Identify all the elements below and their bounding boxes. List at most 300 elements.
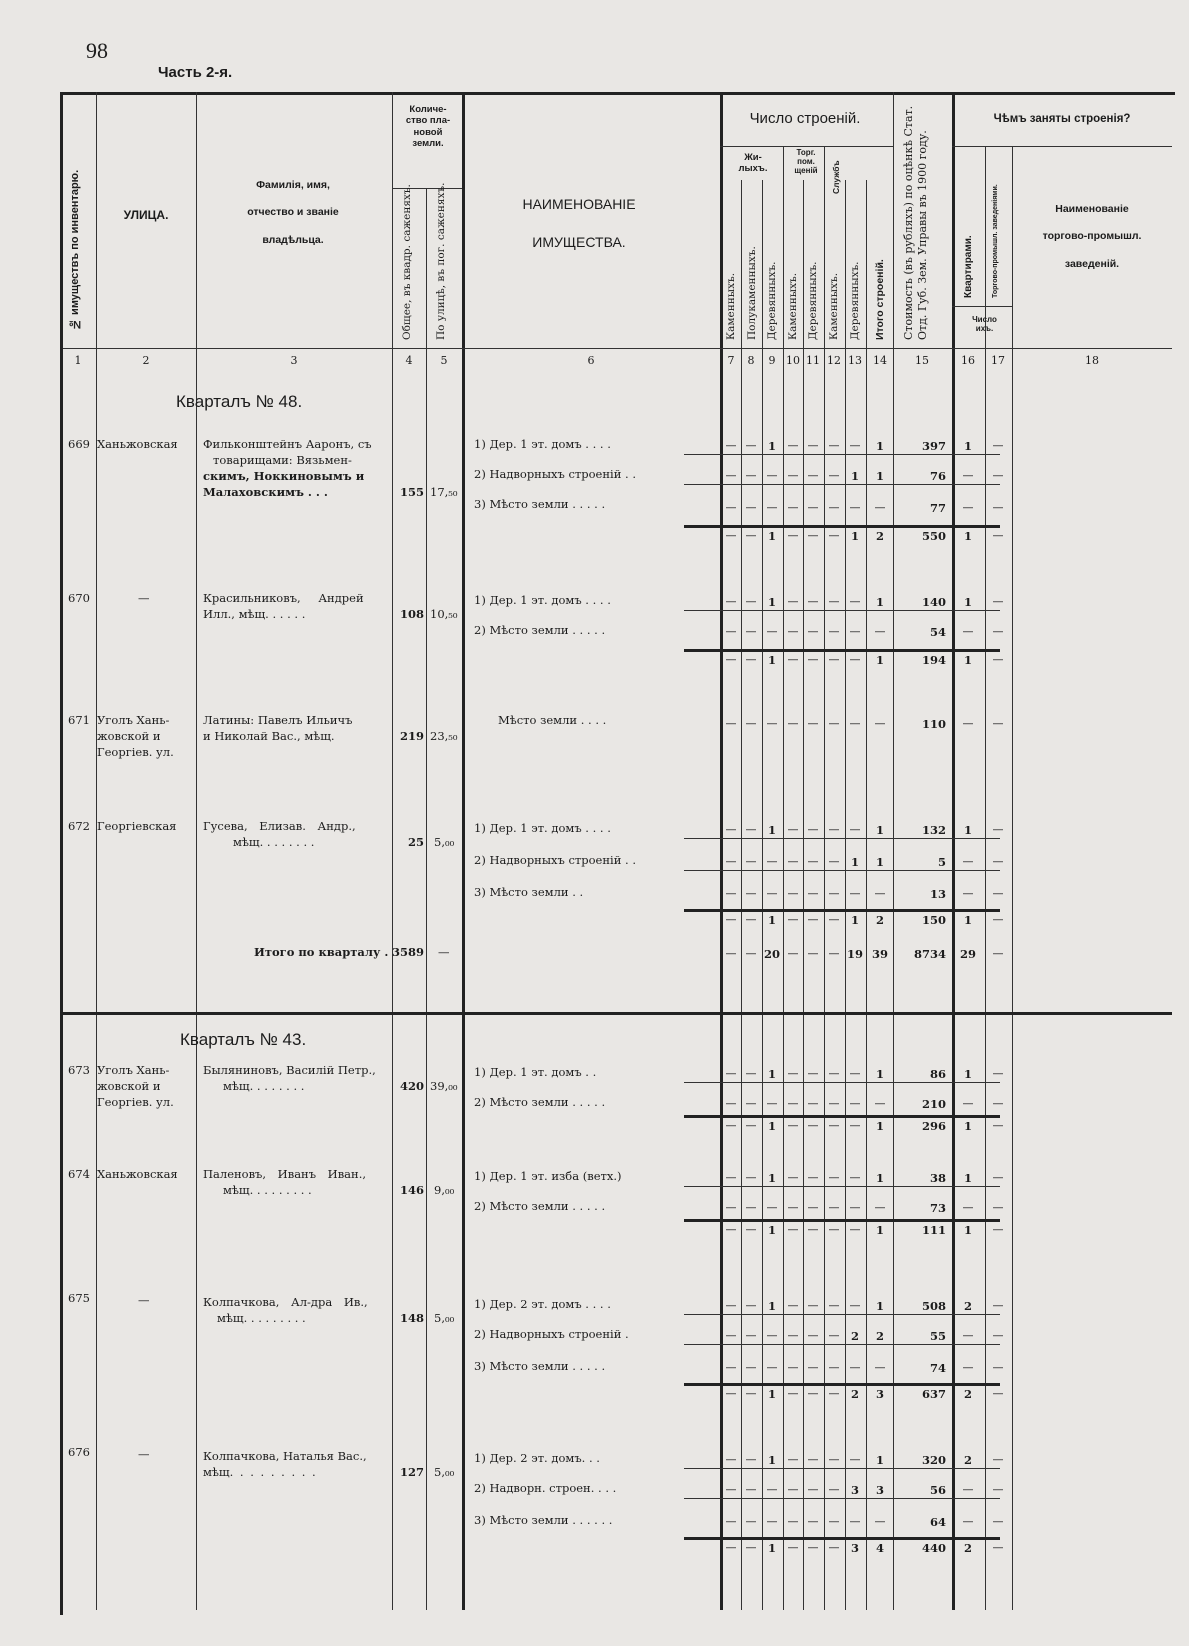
apartments-cell: —	[962, 1097, 974, 1110]
header-col10: Каменныхъ.	[787, 272, 799, 340]
building-count-cell: —	[828, 625, 840, 638]
enterprises-cell: —	[992, 439, 1004, 452]
building-count-cell: —	[807, 947, 819, 960]
building-count-cell: —	[787, 653, 799, 666]
entry-669-owner-line2: товарищами: Вязьмен-	[213, 453, 352, 467]
building-count-cell: —	[807, 1067, 819, 1080]
entry-669-item3: 3) Мѣсто земли . . . . .	[474, 497, 606, 511]
building-count-cell: —	[725, 947, 737, 960]
building-count-cell: 1	[875, 1453, 884, 1467]
building-count-cell: —	[849, 1453, 861, 1466]
building-count-cell: —	[828, 1119, 840, 1132]
header-col8: Полукаменныхъ.	[746, 246, 758, 340]
entry-672-owner	[203, 818, 356, 850]
building-count-cell: —	[787, 947, 799, 960]
enterprises-cell: —	[992, 1483, 1004, 1496]
sum-rule	[684, 1186, 1000, 1187]
building-count-cell: —	[725, 1119, 737, 1132]
entry-671-item1: Мѣсто земли . . . .	[498, 713, 607, 727]
building-count-cell: —	[828, 1201, 840, 1214]
apartments-cell: —	[962, 625, 974, 638]
column-number: 3	[290, 354, 298, 367]
building-count-cell: —	[745, 1299, 757, 1312]
header-property-line1: НАИМЕНОВАНІЕ	[522, 196, 636, 212]
column-rule-property	[462, 92, 465, 1610]
entry-676-number: 676	[68, 1445, 90, 1459]
column-number: 17	[991, 354, 1005, 367]
building-count-cell: —	[766, 625, 778, 638]
entry-673-number: 673	[68, 1063, 90, 1077]
entry-669-owner	[203, 436, 372, 500]
header-count	[957, 316, 1012, 334]
building-count-cell: 1	[875, 1299, 884, 1313]
enterprises-cell: —	[992, 1515, 1004, 1528]
apartments-cell: —	[962, 1361, 974, 1374]
page-number: 98	[86, 38, 108, 63]
apartments-cell: —	[962, 1329, 974, 1342]
building-count-cell: 4	[875, 1541, 884, 1555]
entry-671-front: 23,₅₀	[430, 729, 458, 743]
apartments-cell: —	[962, 501, 974, 514]
apartments-cell: 1	[963, 1171, 972, 1185]
header-enterprise-name	[1014, 196, 1170, 278]
value-cell: 77	[929, 501, 946, 515]
value-cell: 637	[921, 1387, 946, 1401]
building-count-cell: —	[828, 717, 840, 730]
building-count-cell: —	[725, 1387, 737, 1400]
entry-669-owner-line3: скимъ, Ноккиновымъ и	[203, 469, 365, 483]
building-count-cell: —	[745, 887, 757, 900]
building-count-cell: 1	[875, 1171, 884, 1185]
apartments-cell: —	[962, 1515, 974, 1528]
value-cell: 150	[921, 913, 946, 927]
apartments-cell: 1	[963, 913, 972, 927]
entry-669-front: 17,₅₀	[430, 485, 458, 499]
column-number: 7	[727, 354, 735, 367]
entry-675-owner-line2: мѣщ. . . . . . . . .	[217, 1311, 306, 1325]
entry-669-street: Ханьжовская	[97, 437, 178, 451]
building-count-cell: —	[874, 625, 886, 638]
building-count-cell: —	[745, 1361, 757, 1374]
building-count-cell: —	[874, 1361, 886, 1374]
building-count-cell: 2	[875, 529, 884, 543]
value-cell: 13	[929, 887, 946, 901]
column-number: 14	[873, 354, 887, 367]
building-count-cell: —	[828, 439, 840, 452]
quarter-48-total-front: —	[438, 945, 450, 959]
entry-670-owner	[203, 590, 364, 622]
building-count-cell: —	[725, 1299, 737, 1312]
entry-676-item3: 3) Мѣсто земли . . . . . .	[474, 1513, 613, 1527]
building-count-cell: —	[787, 1453, 799, 1466]
enterprises-cell: —	[992, 1097, 1004, 1110]
building-count-cell: —	[725, 1171, 737, 1184]
building-count-cell: —	[745, 947, 757, 960]
building-count-cell: —	[787, 1223, 799, 1236]
building-count-cell: 2	[875, 1329, 884, 1343]
building-count-cell: —	[787, 625, 799, 638]
building-count-cell: —	[807, 1119, 819, 1132]
building-count-cell: 20	[763, 947, 780, 961]
enterprises-cell: —	[992, 501, 1004, 514]
building-count-cell: —	[745, 1171, 757, 1184]
header-trade-line2: пом.	[797, 156, 815, 166]
value-cell: 64	[929, 1515, 946, 1529]
entry-672-owner-line2: мѣщ. . . . . . . .	[233, 835, 315, 849]
building-count-cell: —	[745, 1119, 757, 1132]
building-count-cell: —	[828, 823, 840, 836]
column-number: 6	[587, 354, 595, 367]
value-cell: 56	[929, 1483, 946, 1497]
entry-673-street-line2: жовской и	[97, 1079, 161, 1093]
entry-675-street: —	[138, 1293, 150, 1307]
entry-676-item2: 2) Надворн. строен. . . .	[474, 1481, 617, 1495]
building-count-cell: —	[787, 717, 799, 730]
building-count-cell: —	[725, 501, 737, 514]
column-number: 16	[961, 354, 975, 367]
column-rule-area	[392, 92, 393, 1610]
building-count-cell: —	[874, 717, 886, 730]
value-cell: 55	[929, 1329, 946, 1343]
building-count-cell: —	[828, 1483, 840, 1496]
building-count-cell: 1	[767, 653, 776, 667]
entry-676-owner-line2: мѣщ. . . . . . . . .	[203, 1465, 316, 1479]
building-count-cell: —	[787, 1067, 799, 1080]
building-count-cell: —	[787, 887, 799, 900]
building-count-cell: —	[787, 529, 799, 542]
value-cell: 397	[921, 439, 946, 453]
enterprises-cell: —	[992, 1171, 1004, 1184]
value-cell: 132	[921, 823, 946, 837]
entry-675-item2: 2) Надворныхъ строеній .	[474, 1327, 629, 1341]
building-count-cell: 1	[767, 1299, 776, 1313]
building-count-cell: —	[787, 1483, 799, 1496]
header-enterprise-line3: заведеній.	[1064, 257, 1120, 270]
entry-673-owner	[203, 1062, 376, 1094]
building-count-cell: —	[725, 1097, 737, 1110]
header-area-total: Общее, въ квадр. саженяхъ.	[401, 184, 413, 340]
header-rule-occupied	[952, 146, 1172, 147]
building-count-cell: 1	[875, 1067, 884, 1081]
building-count-cell: —	[725, 913, 737, 926]
building-count-cell: —	[787, 1361, 799, 1374]
entry-669-area: 155	[400, 485, 425, 499]
building-count-cell: —	[849, 1515, 861, 1528]
entry-676-area: 127	[400, 1465, 425, 1479]
building-count-cell: —	[807, 887, 819, 900]
enterprises-cell: —	[992, 823, 1004, 836]
enterprises-cell: —	[992, 1453, 1004, 1466]
entry-673-front: 39,₀₀	[430, 1079, 458, 1093]
entry-669-owner-line4: Малаховскимъ . . .	[203, 485, 328, 499]
building-count-cell: 1	[875, 439, 884, 453]
value-cell: 296	[921, 1119, 946, 1133]
building-count-cell: —	[828, 1171, 840, 1184]
header-land-line1: Количе-	[409, 104, 447, 115]
building-count-cell: —	[766, 1361, 778, 1374]
building-count-cell: 1	[767, 1223, 776, 1237]
entry-674-front: 9,₀₀	[434, 1183, 455, 1197]
building-count-cell: —	[787, 1171, 799, 1184]
header-rule-buildings	[720, 146, 893, 147]
entry-672-area: 25	[407, 835, 424, 849]
entry-669-item2: 2) Надворныхъ строеній . .	[474, 467, 636, 481]
building-count-cell: —	[766, 1483, 778, 1496]
quarter-48-title: Кварталъ № 48.	[176, 392, 303, 411]
column-number: 13	[848, 354, 862, 367]
header-rule-count	[952, 306, 1012, 307]
building-count-cell: —	[874, 501, 886, 514]
entry-673-item1: 1) Дер. 1 эт. домъ . .	[474, 1065, 597, 1079]
header-land-line3: новой	[413, 126, 443, 138]
entry-676-item1: 1) Дер. 2 эт. домъ. . .	[474, 1451, 600, 1465]
building-count-cell: —	[787, 1201, 799, 1214]
entry-672-front: 5,₀₀	[434, 835, 455, 849]
building-count-cell: —	[849, 439, 861, 452]
sum-rule	[684, 1344, 1000, 1345]
enterprises-cell: —	[992, 529, 1004, 542]
enterprises-cell: —	[992, 1201, 1004, 1214]
building-count-cell: —	[807, 717, 819, 730]
building-count-cell: —	[807, 1097, 819, 1110]
column-number: 4	[405, 354, 413, 367]
building-count-cell: —	[787, 1097, 799, 1110]
building-count-cell: —	[787, 855, 799, 868]
building-count-cell: —	[807, 1171, 819, 1184]
building-count-cell: —	[745, 1453, 757, 1466]
entry-675-owner-line1: Колпачкова, Ал-дра Ив.,	[203, 1295, 368, 1309]
entry-672-item1: 1) Дер. 1 эт. домъ . . . .	[474, 821, 611, 835]
sum-rule	[684, 454, 1000, 455]
enterprises-cell: —	[992, 717, 1004, 730]
header-col14: Итого строеній.	[874, 259, 886, 340]
enterprises-cell: —	[992, 1223, 1004, 1236]
building-count-cell: —	[766, 887, 778, 900]
part-label: Часть 2-я.	[158, 64, 233, 81]
building-count-cell: —	[745, 439, 757, 452]
building-count-cell: —	[787, 913, 799, 926]
header-count-line2: ихъ.	[975, 323, 994, 333]
entry-670-item2: 2) Мѣсто земли . . . . .	[474, 623, 606, 637]
building-count-cell: —	[725, 823, 737, 836]
header-owner-line3: владѣльца.	[262, 233, 324, 246]
sum-rule	[684, 1468, 1000, 1469]
building-count-cell: 1	[767, 595, 776, 609]
building-count-cell: —	[725, 1201, 737, 1214]
header-bottom-rule	[63, 348, 1172, 349]
building-count-cell: —	[766, 855, 778, 868]
entry-676-owner	[203, 1448, 367, 1480]
entry-675-front: 5,₀₀	[434, 1311, 455, 1325]
building-count-cell: 1	[767, 913, 776, 927]
building-count-cell: 2	[875, 913, 884, 927]
building-count-cell: —	[828, 653, 840, 666]
building-count-cell: 1	[850, 529, 859, 543]
building-count-cell: —	[766, 469, 778, 482]
column-rule-building-sub	[866, 180, 867, 1610]
entry-671-street	[97, 712, 174, 760]
building-count-cell: —	[849, 823, 861, 836]
building-count-cell: 1	[767, 823, 776, 837]
building-count-cell: —	[828, 501, 840, 514]
enterprises-cell: —	[992, 947, 1004, 960]
building-count-cell: —	[766, 1097, 778, 1110]
building-count-cell: —	[807, 1541, 819, 1554]
building-count-cell: —	[828, 1329, 840, 1342]
apartments-cell: —	[962, 1483, 974, 1496]
quarter-43-title: Кварталъ № 43.	[180, 1030, 307, 1049]
entry-671-number: 671	[68, 713, 90, 727]
value-cell: 320	[921, 1453, 946, 1467]
building-count-cell: —	[725, 1223, 737, 1236]
building-count-cell: —	[807, 1201, 819, 1214]
column-number: 2	[142, 354, 150, 367]
building-count-cell: —	[787, 823, 799, 836]
building-count-cell: 1	[875, 855, 884, 869]
apartments-cell: —	[962, 717, 974, 730]
building-count-cell: 1	[875, 595, 884, 609]
building-count-cell: —	[828, 913, 840, 926]
building-count-cell: —	[849, 717, 861, 730]
building-count-cell: —	[766, 717, 778, 730]
header-owner-line1: Фамилія, имя,	[256, 179, 330, 191]
entry-672-number: 672	[68, 819, 90, 833]
building-count-cell: —	[807, 913, 819, 926]
header-count-line1: Число	[972, 315, 997, 324]
building-count-cell: —	[849, 595, 861, 608]
apartments-cell: 29	[959, 947, 976, 961]
building-count-cell: —	[745, 717, 757, 730]
entry-673-owner-line2: мѣщ. . . . . . . .	[223, 1079, 305, 1093]
enterprises-cell: —	[992, 1361, 1004, 1374]
building-count-cell: —	[787, 1119, 799, 1132]
entry-669-number: 669	[68, 437, 90, 451]
building-count-cell: —	[745, 1067, 757, 1080]
header-col17: Торгово-промышл. заведеніями.	[992, 184, 999, 298]
building-count-cell: —	[807, 653, 819, 666]
value-cell: 508	[921, 1299, 946, 1313]
entry-673-street-line1: Уголъ Хань-	[97, 1063, 170, 1077]
value-cell: 38	[929, 1171, 946, 1185]
building-count-cell: —	[807, 1387, 819, 1400]
entry-674-owner	[203, 1166, 366, 1198]
building-count-cell: —	[745, 469, 757, 482]
entry-671-owner	[203, 712, 352, 744]
apartments-cell: 2	[963, 1541, 972, 1555]
building-count-cell: —	[807, 1515, 819, 1528]
building-count-cell: 1	[875, 653, 884, 667]
building-count-cell: —	[745, 1541, 757, 1554]
value-cell: 210	[921, 1097, 946, 1111]
enterprises-cell: —	[992, 625, 1004, 638]
building-count-cell: —	[828, 1097, 840, 1110]
building-count-cell: —	[725, 887, 737, 900]
building-count-cell: —	[828, 947, 840, 960]
entry-675-owner	[203, 1294, 368, 1326]
enterprises-cell: —	[992, 469, 1004, 482]
enterprises-cell: —	[992, 1119, 1004, 1132]
entry-674-item2: 2) Мѣсто земли . . . . .	[474, 1199, 606, 1213]
entry-670-street: —	[138, 591, 150, 605]
entry-669-item1: 1) Дер. 1 эт. домъ . . . .	[474, 437, 611, 451]
quarter-48-total-label: Итого по кварталу .	[254, 945, 389, 959]
header-inventory-number: № имуществъ по инвентарю.	[69, 169, 81, 330]
header-owner-line2: отчество и званіе	[247, 206, 339, 219]
header-property-line2: ИМУЩЕСТВА.	[532, 233, 626, 250]
building-count-cell: —	[787, 469, 799, 482]
building-count-cell: 1	[875, 823, 884, 837]
entry-674-item1: 1) Дер. 1 эт. изба (ветх.)	[474, 1169, 622, 1183]
entry-670-owner-line1: Красильниковъ, Андрей	[203, 591, 364, 605]
header-trade-line1: Торг.	[796, 148, 816, 157]
entry-675-number: 675	[68, 1291, 90, 1305]
enterprises-cell: —	[992, 913, 1004, 926]
value-cell: 5	[937, 855, 946, 869]
header-col11: Деревянныхъ.	[807, 261, 819, 340]
building-count-cell: —	[807, 855, 819, 868]
building-count-cell: —	[725, 1541, 737, 1554]
building-count-cell: —	[849, 625, 861, 638]
entry-672-item2: 2) Надворныхъ строеній . .	[474, 853, 636, 867]
entry-671-street-line3: Георгіев. ул.	[97, 745, 174, 759]
building-count-cell: —	[787, 1387, 799, 1400]
apartments-cell: 2	[963, 1299, 972, 1313]
header-buildings-count: Число строеній.	[749, 110, 861, 127]
building-count-cell: —	[849, 1223, 861, 1236]
header-enterprise-line1: Наименованіе	[1055, 203, 1129, 215]
building-count-cell: —	[745, 855, 757, 868]
building-count-cell: —	[766, 1515, 778, 1528]
header-col9: Деревянныхъ.	[766, 261, 778, 340]
apartments-cell: 1	[963, 1119, 972, 1133]
apartments-cell: 1	[963, 1223, 972, 1237]
building-count-cell: —	[725, 1515, 737, 1528]
building-count-cell: —	[874, 1201, 886, 1214]
building-count-cell: 1	[850, 469, 859, 483]
enterprises-cell: —	[992, 855, 1004, 868]
apartments-cell: 1	[963, 439, 972, 453]
entry-676-owner-line1: Колпачкова, Наталья Вас.,	[203, 1449, 367, 1463]
building-count-cell: —	[849, 1299, 861, 1312]
entry-672-owner-line1: Гусева, Елизав. Андр.,	[203, 819, 356, 833]
header-occupied: Чѣмъ заняты строенія?	[993, 113, 1131, 125]
apartments-cell: —	[962, 469, 974, 482]
building-count-cell: —	[725, 855, 737, 868]
building-count-cell: —	[807, 469, 819, 482]
building-count-cell: —	[745, 1387, 757, 1400]
header-land-line2: ство пла-	[405, 115, 451, 127]
column-rule-front	[426, 188, 427, 1610]
apartments-cell: 1	[963, 653, 972, 667]
enterprises-cell: —	[992, 595, 1004, 608]
header-trade-line3: щеній	[794, 165, 818, 175]
building-count-cell: —	[849, 1119, 861, 1132]
column-number: 8	[747, 354, 755, 367]
building-count-cell: —	[828, 1223, 840, 1236]
building-count-cell: —	[745, 653, 757, 666]
building-count-cell: 39	[871, 947, 888, 961]
building-count-cell: —	[745, 1329, 757, 1342]
building-count-cell: —	[807, 1483, 819, 1496]
building-count-cell: —	[725, 595, 737, 608]
building-count-cell: —	[766, 501, 778, 514]
building-count-cell: —	[828, 1361, 840, 1374]
building-count-cell: 3	[850, 1483, 859, 1497]
building-count-cell: 1	[767, 1119, 776, 1133]
value-cell: 54	[929, 625, 946, 639]
building-count-cell: 1	[767, 1387, 776, 1401]
building-count-cell: 1	[767, 529, 776, 543]
